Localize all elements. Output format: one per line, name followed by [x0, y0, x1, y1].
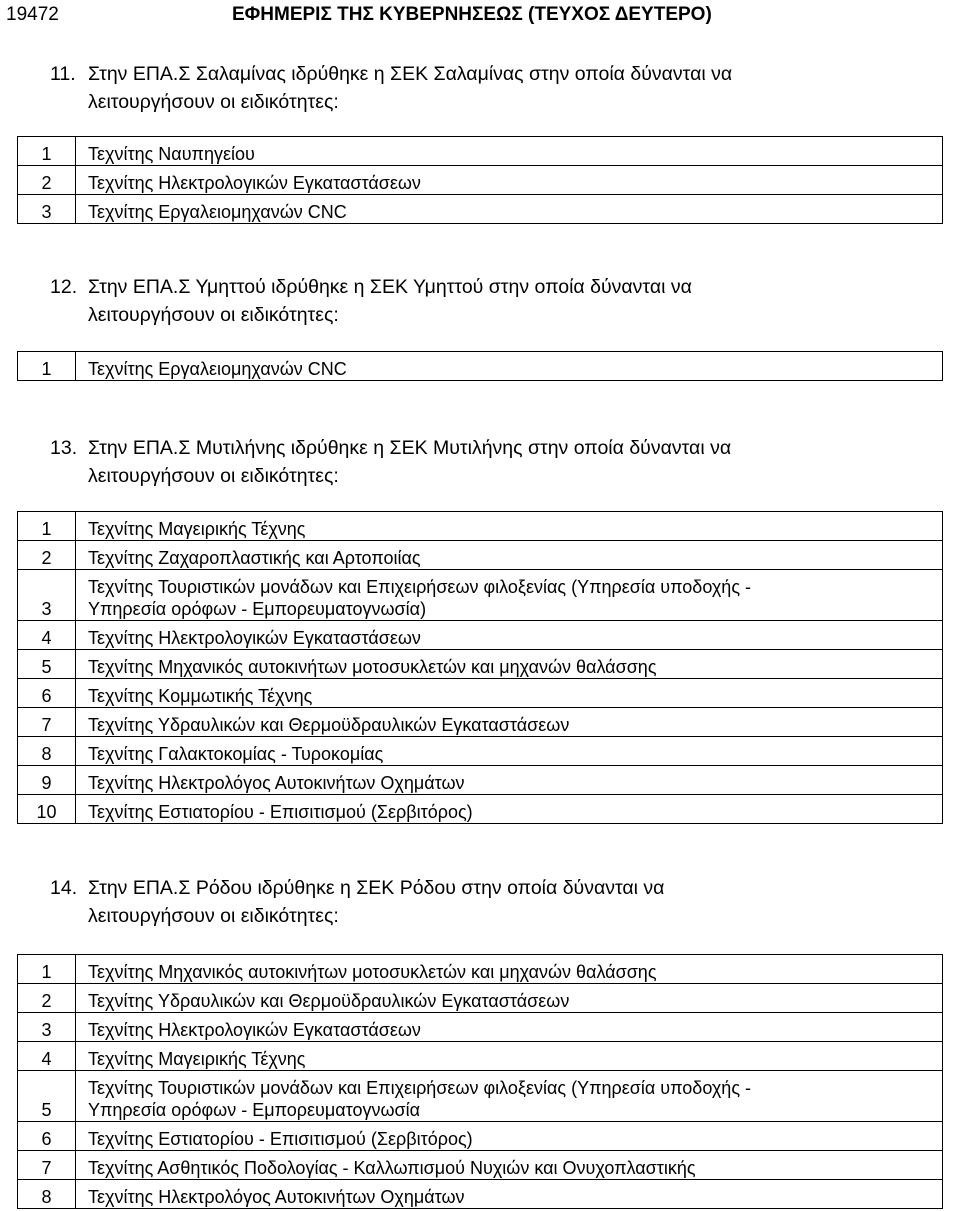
section-13 [0, 434, 960, 490]
section-heading [50, 60, 930, 116]
section-number: 13. [50, 437, 78, 459]
specialties-table-14 [17, 954, 943, 1209]
section-number: 14. [50, 877, 78, 899]
page-number: 19472 [6, 4, 59, 25]
section-intro-line1: Στην ΕΠΑ.Σ Σαλαμίνας ιδρύθηκε η ΣΕΚ Σαλαμίνας στην οποία δύνανται να [88, 63, 733, 85]
specialty-name [76, 1071, 943, 1122]
table-row [18, 352, 943, 381]
gazette-title: ΕΦΗΜΕΡΙΣ ΤΗΣ ΚΥΒΕΡΝΗΣΕΩΣ (ΤΕΥΧΟΣ ΔΕΥΤΕΡΟ) [232, 4, 712, 25]
table-row [18, 541, 943, 570]
table-row [18, 795, 943, 824]
table-row [18, 166, 943, 195]
table-row [18, 1122, 943, 1151]
specialty-name: Τεχνίτης Μηχανικός αυτοκινήτων μοτοσυκλετών και μηχανών θαλάσσης [76, 650, 943, 679]
table-row [18, 766, 943, 795]
specialty-name-line2: Υπηρεσία ορόφων - Εμπορευματογνωσία [88, 1100, 421, 1120]
specialty-name: Τεχνίτης Εργαλειομηχανών CNC [76, 352, 943, 381]
row-number: 8 [18, 1180, 76, 1209]
specialties-table-11 [17, 136, 943, 224]
section-12 [0, 273, 960, 329]
row-number: 8 [18, 737, 76, 766]
specialty-name: Τεχνίτης Μαγειρικής Τέχνης [76, 512, 943, 541]
row-number: 9 [18, 766, 76, 795]
section-11 [0, 60, 960, 116]
section-intro-line2: λειτουργήσουν οι ειδικότητες: [88, 465, 339, 487]
specialty-name: Τεχνίτης Ηλεκτρολόγος Αυτοκινήτων Οχημάτων [76, 766, 943, 795]
table-row [18, 1180, 943, 1209]
section-heading [50, 273, 930, 329]
specialties-table-12 [17, 351, 943, 381]
row-number: 1 [18, 955, 76, 984]
specialty-name-line2: Υπηρεσία ορόφων - Εμπορευματογνωσία) [88, 599, 427, 619]
section-intro-line2: λειτουργήσουν οι ειδικότητες: [88, 905, 339, 927]
section-intro-line1: Στην ΕΠΑ.Σ Ρόδου ιδρύθηκε η ΣΕΚ Ρόδου στην οποία δύνανται να [88, 877, 665, 899]
table-row [18, 737, 943, 766]
row-number: 4 [18, 621, 76, 650]
section-number: 12. [50, 276, 78, 298]
row-number: 5 [18, 650, 76, 679]
specialty-name: Τεχνίτης Υδραυλικών και Θερμοϋδραυλικών Εγκαταστάσεων [76, 984, 943, 1013]
row-number: 6 [18, 1122, 76, 1151]
section-intro-line2: λειτουργήσουν οι ειδικότητες: [88, 304, 339, 326]
specialty-name-line1: Τεχνίτης Τουριστικών μονάδων και Επιχειρήσεων φιλοξενίας (Υπηρεσία υποδοχής - [88, 1078, 751, 1098]
table-row [18, 621, 943, 650]
row-number: 2 [18, 541, 76, 570]
section-intro-line2: λειτουργήσουν οι ειδικότητες: [88, 91, 339, 113]
table-row [18, 955, 943, 984]
table-row [18, 512, 943, 541]
specialty-name: Τεχνίτης Ζαχαροπλαστικής και Αρτοποιίας [76, 541, 943, 570]
specialty-name: Τεχνίτης Εστιατορίου - Επισιτισμού (Σερβιτόρος) [76, 795, 943, 824]
specialty-name: Τεχνίτης Ναυπηγείου [76, 137, 943, 166]
specialty-name-line1: Τεχνίτης Τουριστικών μονάδων και Επιχειρήσεων φιλοξενίας (Υπηρεσία υποδοχής - [88, 577, 751, 597]
row-number: 6 [18, 679, 76, 708]
specialty-name: Τεχνίτης Ασθητικός Ποδολογίας - Καλλωπισμού Νυχιών και Ονυχοπλαστικής [76, 1151, 943, 1180]
section-intro-line1: Στην ΕΠΑ.Σ Μυτιλήνης ιδρύθηκε η ΣΕΚ Μυτιλήνης στην οποία δύνανται να [88, 437, 732, 459]
section-intro-line1: Στην ΕΠΑ.Σ Υμηττού ιδρύθηκε η ΣΕΚ Υμηττού στην οποία δύνανται να [88, 276, 692, 298]
specialty-name: Τεχνίτης Εστιατορίου - Επισιτισμού (Σερβιτόρος) [76, 1122, 943, 1151]
specialty-name: Τεχνίτης Ηλεκτρολογικών Εγκαταστάσεων [76, 166, 943, 195]
specialty-name: Τεχνίτης Μαγειρικής Τέχνης [76, 1042, 943, 1071]
row-number: 2 [18, 166, 76, 195]
section-number: 11. [50, 63, 76, 85]
specialties-table-13 [17, 511, 943, 824]
row-number: 3 [18, 1013, 76, 1042]
row-number: 4 [18, 1042, 76, 1071]
specialty-name: Τεχνίτης Μηχανικός αυτοκινήτων μοτοσυκλετών και μηχανών θαλάσσης [76, 955, 943, 984]
specialty-name: Τεχνίτης Υδραυλικών και Θερμοϋδραυλικών Εγκαταστάσεων [76, 708, 943, 737]
table-row [18, 984, 943, 1013]
table-row [18, 1151, 943, 1180]
table-row [18, 137, 943, 166]
specialty-name: Τεχνίτης Ηλεκτρολογικών Εγκαταστάσεων [76, 1013, 943, 1042]
section-heading [50, 434, 930, 490]
specialty-name: Τεχνίτης Εργαλειομηχανών CNC [76, 195, 943, 224]
page-header [0, 2, 960, 28]
table-row [18, 1013, 943, 1042]
row-number: 3 [18, 570, 76, 621]
specialty-name: Τεχνίτης Ηλεκτρολόγος Αυτοκινήτων Οχημάτων [76, 1180, 943, 1209]
section-14 [0, 874, 960, 930]
specialty-name: Τεχνίτης Γαλακτοκομίας - Τυροκομίας [76, 737, 943, 766]
table-row [18, 570, 943, 621]
row-number: 10 [18, 795, 76, 824]
specialty-name [76, 570, 943, 621]
section-heading [50, 874, 930, 930]
row-number: 7 [18, 1151, 76, 1180]
table-row [18, 1071, 943, 1122]
row-number: 1 [18, 137, 76, 166]
specialty-name: Τεχνίτης Ηλεκτρολογικών Εγκαταστάσεων [76, 621, 943, 650]
table-row [18, 1042, 943, 1071]
specialty-name: Τεχνίτης Κομμωτικής Τέχνης [76, 679, 943, 708]
table-row [18, 650, 943, 679]
row-number: 1 [18, 352, 76, 381]
row-number: 7 [18, 708, 76, 737]
row-number: 3 [18, 195, 76, 224]
table-row [18, 679, 943, 708]
table-row [18, 195, 943, 224]
row-number: 2 [18, 984, 76, 1013]
row-number: 1 [18, 512, 76, 541]
row-number: 5 [18, 1071, 76, 1122]
table-row [18, 708, 943, 737]
